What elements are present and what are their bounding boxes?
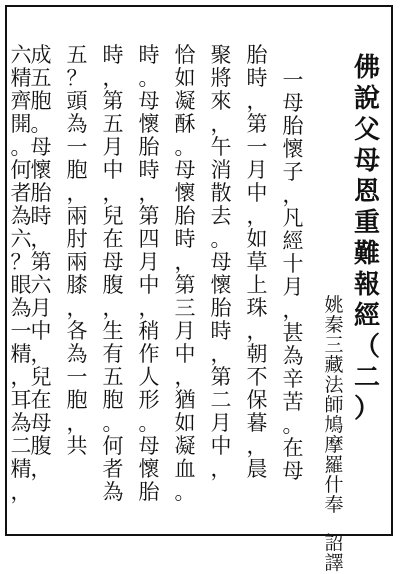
body-char: ， [30, 227, 52, 251]
body-char: 午 [210, 135, 232, 159]
body-char: 第 [30, 250, 52, 274]
body-char: 一 [10, 319, 32, 343]
body-char: 六 [10, 43, 32, 67]
body-char: ， [30, 457, 52, 481]
body-char: ， [102, 296, 124, 320]
title-char: ） [353, 394, 380, 424]
body-char: 凡 [282, 206, 304, 230]
body-char: 兒 [30, 365, 52, 389]
body-char: 胞 [102, 388, 124, 412]
body-char: 腹 [102, 273, 124, 297]
body-char: 兩 [66, 204, 88, 228]
title-char: 二 [353, 363, 380, 393]
body-char: 月 [30, 296, 52, 320]
body-char: 散 [210, 181, 232, 205]
body-char: 何 [102, 434, 124, 458]
body-char: 兒 [102, 204, 124, 228]
body-char: 凝 [174, 434, 196, 458]
body-char: ， [66, 181, 88, 205]
body-char: ， [210, 342, 232, 366]
body-char: 時 [138, 43, 160, 67]
body-char: 一 [282, 68, 304, 92]
translator-line [322, 296, 346, 574]
body-char: ， [174, 365, 196, 389]
translator-char: 羅 [324, 454, 344, 476]
body-char: 胞 [30, 89, 52, 113]
body-char: 。 [138, 411, 160, 435]
body-char: 一 [66, 365, 88, 389]
body-char: 者 [102, 457, 124, 481]
body-char: ， [138, 181, 160, 205]
body-char: 六 [30, 273, 52, 297]
body-char: 去 [210, 204, 232, 228]
body-char: 在 [30, 388, 52, 412]
body-char: 頭 [66, 89, 88, 113]
body-char: ， [66, 296, 88, 320]
body-char: ， [282, 298, 304, 322]
translator-char: 藏 [324, 354, 344, 376]
body-char: ， [246, 89, 268, 113]
title-char: 說 [353, 84, 380, 114]
body-char: 第 [210, 365, 232, 389]
body-char: 月 [174, 319, 196, 343]
text-column-7 [63, 45, 91, 459]
body-char: 。 [174, 480, 196, 504]
body-char: 。 [138, 66, 160, 90]
body-char: ， [30, 342, 52, 366]
body-char: 四 [138, 227, 160, 251]
translator-char: 三 [324, 334, 344, 356]
body-char: 母 [30, 135, 52, 159]
body-char: 胎 [246, 43, 268, 67]
body-char: 六 [10, 227, 32, 251]
body-char: 有 [102, 342, 124, 366]
sutra-title [352, 55, 382, 427]
body-char: 朝 [246, 342, 268, 366]
text-column-4 [171, 45, 199, 505]
body-char: 肘 [66, 227, 88, 251]
body-char: 月 [282, 275, 304, 299]
body-char: 來 [210, 89, 232, 113]
body-char: 作 [138, 342, 160, 366]
body-char: 五 [66, 43, 88, 67]
body-char: 胞 [66, 158, 88, 182]
translator-char: 師 [324, 394, 344, 416]
body-char: 母 [282, 459, 304, 483]
body-char: ， [246, 434, 268, 458]
body-char: 時 [138, 158, 160, 182]
body-char: 胎 [282, 114, 304, 138]
body-char: 胎 [30, 181, 52, 205]
body-char: 為 [10, 204, 32, 228]
body-char: ？ [66, 66, 88, 90]
body-char: 母 [138, 89, 160, 113]
title-char: 母 [353, 146, 380, 176]
body-char: 懷 [210, 273, 232, 297]
body-char: 懷 [174, 181, 196, 205]
body-char: 胎 [174, 204, 196, 228]
body-char: 時 [30, 204, 52, 228]
body-char: 胎 [138, 480, 160, 504]
body-char: 三 [174, 296, 196, 320]
title-char: 重 [353, 208, 380, 238]
body-char: 如 [174, 66, 196, 90]
body-char: 不 [246, 365, 268, 389]
body-char: 猶 [174, 388, 196, 412]
body-char: 月 [210, 411, 232, 435]
translator-char: 秦 [324, 314, 344, 336]
body-char: ， [246, 319, 268, 343]
title-char: 恩 [353, 177, 380, 207]
body-char: 在 [282, 436, 304, 460]
body-char: 子 [282, 160, 304, 184]
body-char: 胞 [66, 388, 88, 412]
body-char: 如 [174, 411, 196, 435]
body-char: 母 [210, 250, 232, 274]
body-char: 形 [138, 388, 160, 412]
body-char: ， [138, 296, 160, 320]
body-char: 開 [10, 112, 32, 136]
body-char: 凝 [174, 89, 196, 113]
body-char: 時 [102, 43, 124, 67]
body-char: 晨 [246, 457, 268, 481]
body-char: 第 [174, 273, 196, 297]
body-char: ， [282, 183, 304, 207]
body-char: 胎 [210, 296, 232, 320]
translator-char: 奉 [324, 494, 344, 516]
body-char: ， [10, 480, 32, 504]
body-char: 懷 [282, 137, 304, 161]
text-column-2 [243, 45, 271, 482]
text-column-5 [135, 45, 163, 505]
body-char: 第 [246, 112, 268, 136]
body-char: 血 [174, 457, 196, 481]
title-char: 父 [353, 115, 380, 145]
body-char: ， [102, 181, 124, 205]
body-char: 膝 [66, 273, 88, 297]
body-char: 眼 [10, 273, 32, 297]
body-char: 甚 [282, 321, 304, 345]
body-char: 五 [102, 365, 124, 389]
body-char: 為 [10, 411, 32, 435]
body-char: 時 [246, 66, 268, 90]
text-column-6 [99, 45, 127, 505]
body-char: 月 [102, 135, 124, 159]
body-char: 中 [138, 273, 160, 297]
body-char: 中 [174, 342, 196, 366]
body-char: 母 [102, 250, 124, 274]
body-char: 為 [10, 296, 32, 320]
body-char: 稍 [138, 319, 160, 343]
body-char: 者 [10, 181, 32, 205]
body-char: 生 [102, 319, 124, 343]
body-char: 中 [30, 319, 52, 343]
body-char: 母 [174, 158, 196, 182]
body-char: 人 [138, 365, 160, 389]
body-char: 十 [282, 252, 304, 276]
body-char: 胎 [138, 135, 160, 159]
body-char: 母 [138, 434, 160, 458]
body-char: ， [174, 250, 196, 274]
body-char: 聚 [210, 43, 232, 67]
body-char: 。 [102, 411, 124, 435]
translator-char: 詔 [324, 532, 344, 554]
body-char: 辛 [282, 367, 304, 391]
title-char: 難 [353, 239, 380, 269]
body-char: 草 [246, 250, 268, 274]
body-char: 暮 [246, 411, 268, 435]
translator-char: 什 [324, 474, 344, 496]
body-char: ， [210, 112, 232, 136]
translator-char: 姚 [324, 294, 344, 316]
text-column-3 [207, 45, 235, 482]
body-char: 精 [10, 66, 32, 90]
body-char: 成 [30, 43, 52, 67]
body-char: 為 [282, 344, 304, 368]
body-char: 將 [210, 66, 232, 90]
body-char: 苦 [282, 390, 304, 414]
body-char: 一 [246, 135, 268, 159]
body-char: 月 [138, 250, 160, 274]
body-char: ， [10, 365, 32, 389]
body-char: ， [102, 66, 124, 90]
body-char: 懷 [138, 112, 160, 136]
body-char: 五 [30, 66, 52, 90]
body-char: 珠 [246, 296, 268, 320]
body-char: 二 [10, 434, 32, 458]
body-char: 在 [102, 227, 124, 251]
body-char: 為 [66, 342, 88, 366]
body-char: 何 [10, 158, 32, 182]
body-char: 各 [66, 319, 88, 343]
body-char: 保 [246, 388, 268, 412]
translator-char: 鳩 [324, 414, 344, 436]
body-char: 中 [246, 181, 268, 205]
body-char: 五 [102, 112, 124, 136]
body-char: 為 [102, 480, 124, 504]
body-char: 齊 [10, 89, 32, 113]
body-char: 。 [30, 112, 52, 136]
body-char: 酥 [174, 112, 196, 136]
body-char: 兩 [66, 250, 88, 274]
text-column-9 [9, 45, 33, 505]
body-char: ， [210, 457, 232, 481]
body-char: 為 [66, 112, 88, 136]
body-char: 月 [246, 158, 268, 182]
body-char: ？ [10, 250, 32, 274]
body-char: 第 [138, 204, 160, 228]
body-char: 經 [282, 229, 304, 253]
body-char: 腹 [30, 434, 52, 458]
body-char: 精 [10, 457, 32, 481]
body-char: 上 [246, 273, 268, 297]
body-char: 懷 [30, 158, 52, 182]
translator-char: 法 [324, 374, 344, 396]
body-char: 時 [174, 227, 196, 251]
title-char: 報 [353, 270, 380, 300]
body-char: 母 [30, 411, 52, 435]
text-column-1 [279, 70, 307, 484]
body-char: 二 [210, 388, 232, 412]
body-char: 。 [210, 227, 232, 251]
body-char: 消 [210, 158, 232, 182]
body-char: ， [246, 204, 268, 228]
body-char: 時 [210, 319, 232, 343]
body-char: 中 [210, 434, 232, 458]
title-char: （ [353, 332, 380, 362]
body-char: 中 [102, 158, 124, 182]
body-char: 。 [282, 413, 304, 437]
body-char: 共 [66, 434, 88, 458]
body-char: 精 [10, 342, 32, 366]
translator-char: 譯 [324, 552, 344, 574]
title-char: 經 [353, 301, 380, 331]
body-char: 一 [66, 135, 88, 159]
body-char: 恰 [174, 43, 196, 67]
title-char: 佛 [353, 53, 380, 83]
body-char: ， [66, 411, 88, 435]
body-char: 如 [246, 227, 268, 251]
translator-char: 摩 [324, 434, 344, 456]
body-char: 母 [282, 91, 304, 115]
body-char: 。 [174, 135, 196, 159]
body-char: 。 [10, 135, 32, 159]
body-char: 懷 [138, 457, 160, 481]
body-char: 第 [102, 89, 124, 113]
body-char: 耳 [10, 388, 32, 412]
